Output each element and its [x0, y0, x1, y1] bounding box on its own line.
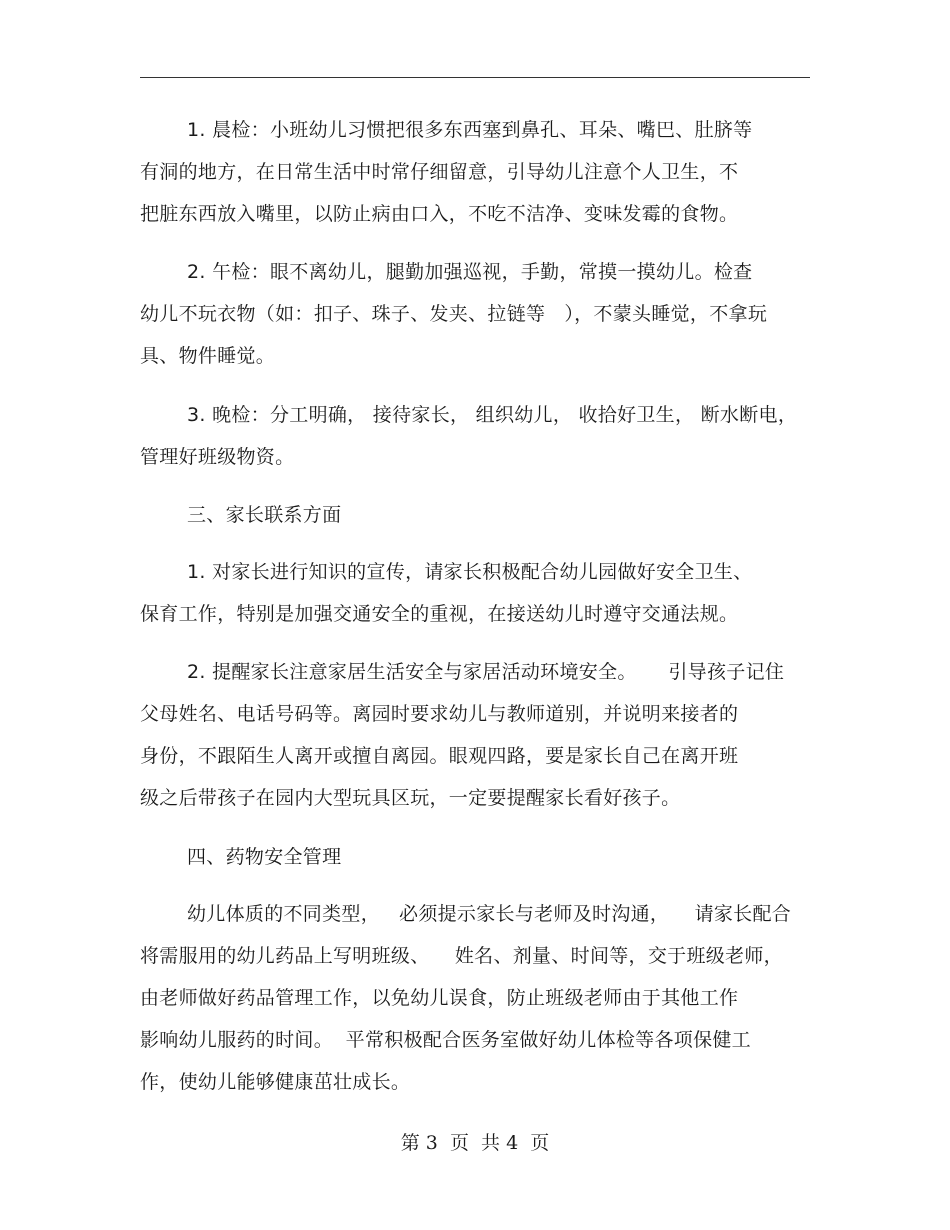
paragraph-line: 管理好班级物资。: [140, 446, 295, 468]
paragraph-line: 3. 晚检：分工明确， 接待家长， 组织幼儿， 收拾好卫生， 断水断电，: [187, 404, 798, 426]
paragraph-line: 身份，不跟陌生人离开或擅自离园。眼观四路，要是家长自己在离开班: [140, 745, 739, 767]
paragraph-line: 作，使幼儿能够健康茁壮成长。: [140, 1071, 411, 1093]
paragraph-line: 把脏东西放入嘴里，以防止病由口入，不吃不洁净、变味发霉的食物。: [140, 203, 739, 225]
paragraph-line: 影响幼儿服药的时间。 平常积极配合医务室做好幼儿体检等各项保健工: [140, 1029, 751, 1051]
paragraph-line: 父母姓名、电话号码等。离园时要求幼儿与教师道别，并说明来接者的: [140, 703, 739, 725]
paragraph-line: 保育工作，特别是加强交通安全的重视，在接送幼儿时遵守交通法规。: [140, 603, 739, 625]
paragraph-line: 幼儿体质的不同类型， 必须提示家长与老师及时沟通， 请家长配合: [187, 903, 792, 925]
paragraph-line: 将需服用的幼儿药品上写明班级、 姓名、剂量、时间等，交于班级老师，: [140, 945, 783, 967]
paragraph-line: 1. 对家长进行知识的宣传，请家长积极配合幼儿园做好安全卫生、: [187, 561, 753, 583]
page-number-footer: 第 3 页 共 4 页: [400, 1132, 550, 1154]
paragraph-line: 2. 提醒家长注意家居生活安全与家居活动环境安全。 引导孩子记住: [187, 661, 785, 683]
paragraph-line: 1. 晨检：小班幼儿习惯把很多东西塞到鼻孔、耳朵、嘴巴、肚脐等: [187, 119, 753, 141]
paragraph-line: 具、物件睡觉。: [140, 345, 276, 367]
paragraph-line: 有洞的地方，在日常生活中时常仔细留意，引导幼儿注意个人卫生，不: [140, 161, 739, 183]
paragraph-line: 2. 午检：眼不离幼儿，腿勤加强巡视，手勤，常摸一摸幼儿。检查: [187, 261, 753, 283]
paragraph-line: 级之后带孩子在园内大型玩具区玩，一定要提醒家长看好孩子。: [140, 787, 681, 809]
section-heading: 四、药物安全管理: [187, 846, 342, 868]
paragraph-line: 由老师做好药品管理工作，以免幼儿误食，防止班级老师由于其他工作: [140, 987, 739, 1009]
section-heading: 三、家长联系方面: [187, 504, 342, 526]
paragraph-line: 幼儿不玩衣物（如：扣子、珠子、发夹、拉链等 ），不蒙头睡觉，不拿玩: [140, 303, 768, 325]
